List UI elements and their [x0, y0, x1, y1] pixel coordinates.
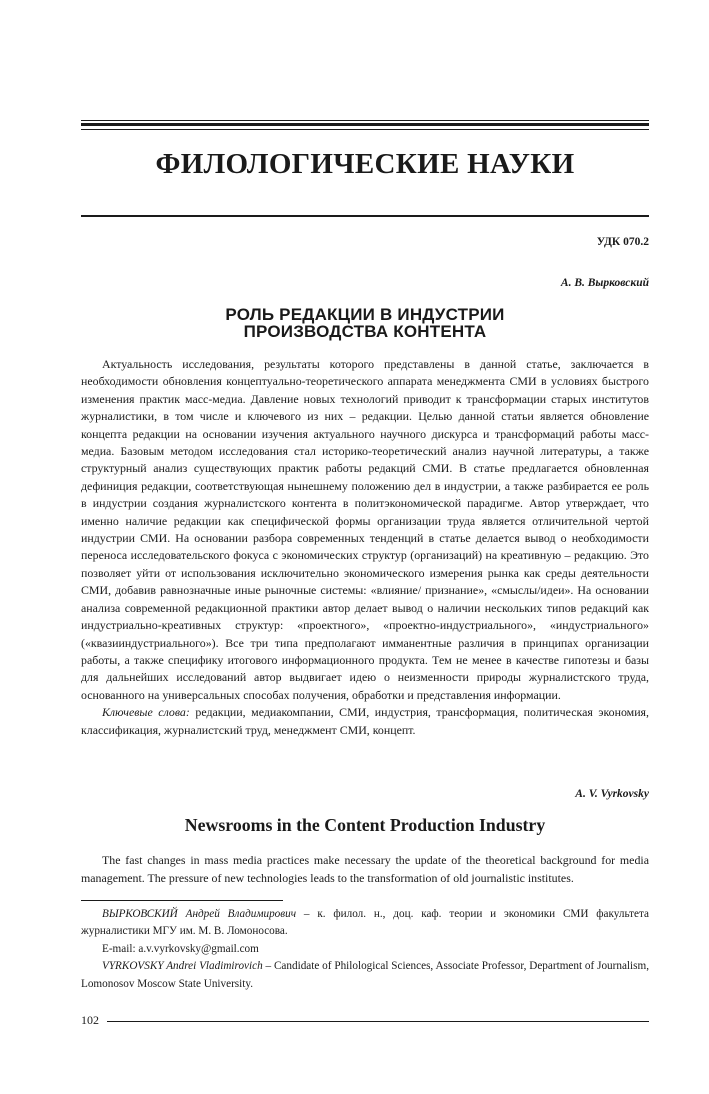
keywords-text: редакции, медиакомпании, СМИ, индустрия, трансформация, политическая экономия, классификация, журналистский труд, менеджмент СМИ, концепт.: [81, 705, 650, 737]
footer-rule: [107, 1021, 649, 1022]
abstract-ru: [81, 356, 649, 739]
article-title-ru: [81, 306, 649, 340]
footnote-separator: [81, 900, 283, 901]
author-en: A. V. Vyrkovsky: [575, 788, 649, 800]
header-rule-thick: [81, 123, 649, 126]
header-rule-bottom: [81, 129, 649, 130]
keywords-ru: [81, 704, 649, 739]
footnote-ru-text: – к. филол. н., доц. каф. теории и экономики СМИ факультета журналистики МГУ им. М. В. Ломоносова.: [81, 908, 649, 938]
footnote-ru: [81, 906, 649, 941]
udk-code: УДК 070.2: [596, 236, 649, 248]
keywords-label: Ключевые слова:: [102, 705, 190, 720]
abstract-ru-text: Актуальность исследования, результаты которого представлены в данной статье, заключается в необходимости обновления концептуально-теоретического аппарата менеджмента СМИ в условиях быстрого изменения практик масс-медиа. Давление новых технологий приводит к трансформации старых институтов журналистики, в том числе и ключевого из них – редакции. Целью данной статьи является обновление концепта редакции на основании изучения актуального научного дискурса и трансформаций работы масс-медиа. Базовым методом исследования стал историко-теоретический анализ научной литературы, а также структурный анализ существующих практик работы редакций СМИ. В статье предлагается обновленная дефиниция редакции, соответствующая нынешнему положению дел в индустрии, а также разбирается ее роль в индустрии создания журналистского контента в политэкономической парадигме. Автор утверждает, что именно наличие редакции как специфической формы организации труда является отличительной чертой индустрии СМИ. На основании разбора современных тенденций в статье делается вывод о необходимости переноса исследовательского фокуса с экономических структур (организаций) на креативную – редакцию. Это позволяет уйти от использования исключительно экономического измерения рынка как среды деятельности СМИ, добавив равнозначные иные рыночные системы: «влияние/ признание», «смыслы/идеи». На основании анализа современной редакционной практики автор делает вывод о наличии нескольких типов редакций как индустриально-креативных структур: «проектного», «проектно-индустриального», «индустриального» («квазииндустриального»). Все три типа предполагают имманентные различия в принципах организации работы, а также специфику итогового информационного продукта. Тем не менее в качестве гипотезы и базы для дальнейших исследований автор выдвигает идею о неизменности природы журналистского труда, основанного на универсальных способах получения, обработки и представления информации.: [81, 357, 649, 702]
article-title-ru-line1: РОЛЬ РЕДАКЦИИ В ИНДУСТРИИ: [225, 305, 505, 324]
page-number: 102: [81, 1013, 99, 1027]
author-ru: А. В. Вырковский: [560, 277, 649, 289]
footnote-email: E-mail: a.v.vyrkovsky@gmail.com: [102, 942, 259, 955]
footnote-en: [81, 958, 649, 993]
footnote-en-name: VYRKOVSKY Andrei Vladimirovich: [102, 960, 263, 973]
article-title-ru-line2: ПРОИЗВОДСТВА КОНТЕНТА: [243, 322, 487, 341]
section-title: ФИЛОЛОГИЧЕСКИЕ НАУКИ: [155, 148, 575, 180]
abstract-en: [81, 852, 649, 887]
section-title-underline: [81, 215, 649, 217]
abstract-en-text: The fast changes in mass media practices make necessary the update of the theoretical background for media management. The pressure of new technologies leads to the transformation of old journalistic institutes.: [81, 853, 649, 885]
footnote-en-text: – Candidate of Philological Sciences, Associate Professor, Department of Journalism, Lomonosov Moscow State University.: [81, 960, 649, 990]
footnote: [81, 906, 649, 993]
header-rule-top: [81, 120, 649, 121]
footnote-ru-name: ВЫРКОВСКИЙ Андрей Владимирович: [102, 908, 297, 920]
article-title-en: Newsrooms in the Content Production Industry: [184, 815, 546, 835]
